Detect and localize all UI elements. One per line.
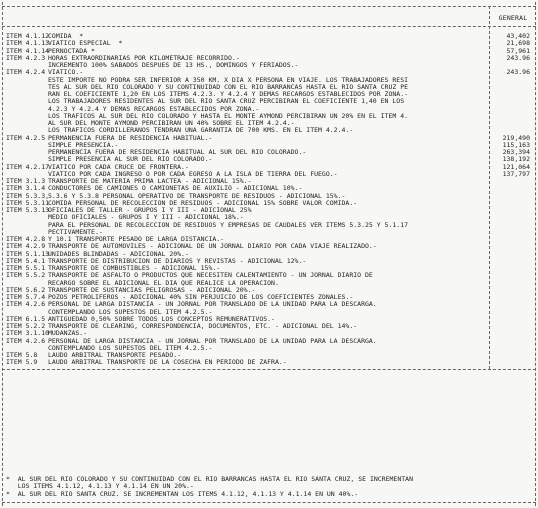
item-code: ITEM 4.2.8 bbox=[6, 235, 46, 243]
item-description: OFICIALES DE TALLER - GRUPOS I Y III - ADICIONAL 25% bbox=[48, 206, 252, 214]
general-value: 137,797 bbox=[502, 169, 530, 178]
item-description: LOS TRABAJADORES RESIDENTES AL SUR DEL RIO SANTA CRUZ PERCIBIRAN EL COEFICIENTE 1,40 EN LOS bbox=[48, 97, 405, 106]
item-description: RAN EL COEFICIENTE 1,20 EN LOS ITEMS 4.2.3. Y 4.2.4 Y DEMAS RECARGOS ESTABLECIDOS POR ZONA.- bbox=[48, 90, 409, 98]
item-description: PERSONAL DE LARGA DISTANCIA - UN JORNAL POR TRANSLADO DE LA UNIDAD PARA LA DESCARGA. bbox=[48, 300, 377, 309]
general-value: 121,064 bbox=[502, 162, 530, 171]
item-description: PERMANENCIA FUERA DE RESIDENCIA HABITUAL AL SUR DEL RIO COLORADO.- bbox=[48, 148, 307, 156]
general-value: 243.96 bbox=[506, 68, 530, 77]
item-description: TRANSPORTE DE AUTOMOVILES - ADICIONAL DE UN JORNAL DIARIO POR CADA VIAJE REALIZADO.- bbox=[48, 242, 377, 251]
item-description: CONDUCTORES DE CAMIONES O CAMIONETAS DE AUXILIO - ADICIONAL 10%.- bbox=[48, 184, 303, 193]
item-description: ANTIGUEDAD 0,50% SOBRE TODOS LOS CONCEPTOS REMUNERATIVOS.- bbox=[48, 314, 275, 323]
item-description: COMIDA * bbox=[48, 32, 84, 40]
items-table bbox=[6, 33, 536, 367]
footnotes bbox=[6, 476, 531, 498]
item-description: POZOS PETROLIFEROS - ADICIONAL 40% SIN PERJUICIO DE LOS COEFICIENTES ZONALES.- bbox=[48, 293, 354, 301]
item-code: ITEM 5.5.2 bbox=[6, 271, 46, 280]
item-code: ITEM 4.1.14 bbox=[6, 46, 50, 55]
item-description: Y 10.1 TRANSPORTE PESADO DE LARGA DISTANCIA.- bbox=[48, 235, 225, 243]
footnote-text: * AL SUR DEL RIO SANTA CRUZ. SE INCREMENTAN LOS ITEMS 4.1.12, 4.1.13 Y 4.1.14 EN UN 40%.- bbox=[6, 489, 359, 498]
item-code: ITEM 5.4.1 bbox=[6, 256, 46, 265]
item-description: LAUDO ARBITRAL TRANSPORTE DE LA COSECHA EN PERIODO DE ZAFRA.- bbox=[48, 358, 287, 367]
item-description: UNIDADES BLINDADAS - ADICIONAL 20%.- bbox=[48, 249, 189, 258]
item-description: TRANSPORTE DE COMBUSTIBLES - ADICIONAL 15%.- bbox=[48, 264, 221, 272]
item-code: ITEM 4.2.3 bbox=[6, 53, 46, 62]
item-description: PERMANENCIA FUERA DE RESIDENCIA HABITUAL.- bbox=[48, 133, 213, 142]
item-description: TRANSPORTE DE SUSTANCIAS PELIGROSAS - ADICIONAL 20%.- bbox=[48, 285, 256, 294]
item-code: ITEM 3.1.4 bbox=[6, 184, 46, 193]
general-value: 243.96 bbox=[506, 53, 530, 62]
item-description: TRANSPORTE DE ASFALTO O PRODUCTOS QUE NECESITEN CALENTAMIENTO - UN JORNAL DIARIO DE bbox=[48, 271, 373, 280]
item-code: ITEM 5.8 bbox=[6, 351, 38, 359]
bottom-border bbox=[2, 502, 536, 503]
item-code: ITEM 5.3.11 bbox=[6, 198, 50, 207]
column-header-general: GENERAL bbox=[498, 14, 528, 22]
item-description: RECARGO SOBRE EL ADICIONAL EL DIA QUE REALICE LA OPERACION. bbox=[48, 278, 279, 287]
item-description: 4.2.3 Y 4.2.4 Y DEMAS RECARGOS ESTABLECIDOS POR ZONA.- bbox=[48, 104, 260, 113]
item-code: ITEM 5.7.4 bbox=[6, 293, 46, 301]
table-row bbox=[6, 62, 536, 69]
item-description: TES AL SUR DEL RIO COLORADO Y SU CONTINUIDAD CON EL RIO BARRANCAS HASTA EL RIO SANTA CRUZ PE bbox=[48, 82, 409, 91]
item-description: AL SUR DEL MONTE AYMOND PERCIBIRAN UN 40% SOBRE EL ITEM 4.2.4.- bbox=[48, 119, 295, 127]
item-description: TRANSPORTE DE DISTRIBUCION DE DIARIOS Y REVISTAS - ADICIONAL 12%.- bbox=[48, 256, 307, 265]
item-description: MUDANZAS.- bbox=[48, 329, 88, 338]
general-value: 219,490 bbox=[502, 133, 530, 142]
general-value: 57,961 bbox=[506, 46, 530, 55]
item-description: CONTEMPLANDO LOS SUPESTOS DEL ITEM 4.2.5.- bbox=[48, 343, 213, 352]
item-code: ITEM 3.1.3 bbox=[6, 177, 46, 185]
item-description: PARA EL PERSONAL DE RECOLECCION DE RESIDUOS Y EMPRESAS DE CAUDALES VER ITEMS 5.3.25 Y 5.1.17 bbox=[48, 220, 409, 229]
item-code: ITEM 5.6.2 bbox=[6, 285, 46, 294]
general-value: 138,192 bbox=[502, 155, 530, 164]
item-description: TRANSPORTE DE MATERIA PRIMA LACTEA - ADICIONAL 15%.- bbox=[48, 177, 252, 185]
item-description: PERSONAL DE LARGA DISTANCIA - UN JORNAL POR TRANSLADO DE LA UNIDAD PARA LA DESCARGA. bbox=[48, 336, 377, 345]
left-border bbox=[2, 2, 3, 506]
item-description: VIATICO.- bbox=[48, 68, 84, 77]
general-value: 115,163 bbox=[502, 140, 530, 149]
item-code: ITEM 4.2.5 bbox=[6, 133, 46, 142]
item-code: ITEM 6.1.5 bbox=[6, 314, 46, 323]
footnote-text: LOS ITEMS 4.1.12, 4.1.13 Y 4.1.14 EN UN 20%.- bbox=[6, 482, 194, 491]
item-code: ITEM 5.2.2 bbox=[6, 322, 46, 330]
item-code: ITEM 4.2.9 bbox=[6, 242, 46, 251]
item-code: ITEM 4.2.6 bbox=[6, 336, 46, 345]
item-description: TRANSPORTE DE CLEARING, CORRESPONDENCIA, DOCUMENTOS, ETC. - ADICIONAL DEL 14%.- bbox=[48, 322, 358, 330]
footnote-text: * AL SUR DEL RIO COLORADO Y SU CONTINUIDAD CON EL RIO BARRANCAS HASTA EL RIO SANTA CRUZ, SE INCREMENTAN bbox=[6, 475, 413, 483]
general-value: 43,402 bbox=[506, 32, 530, 40]
item-description: INCREMENTO 100% SABADOS DESPUES DE 13 HS., DOMINGOS Y FERIADOS.- bbox=[48, 61, 299, 69]
general-value: 21,698 bbox=[506, 39, 530, 48]
item-description: SIMPLE PRESENCIA.- bbox=[48, 140, 119, 149]
item-description: LOS TRAFICOS AL SUR DEL RIO COLORADO Y HASTA EL MONTE AYMOND PERCIBIRAN UN 20% EN EL ITEM 4. bbox=[48, 111, 409, 120]
general-value: 263,394 bbox=[502, 148, 530, 156]
item-description: SIMPLE PRESENCIA AL SUR DEL RIO COLORADO.- bbox=[48, 155, 213, 164]
item-description: VIATICO ESPECIAL * bbox=[48, 39, 123, 48]
table-row bbox=[6, 359, 536, 366]
item-code: ITEM 5.3.13 bbox=[6, 206, 50, 214]
item-code: ITEM 5.3.3, bbox=[6, 191, 50, 200]
top-border bbox=[2, 6, 536, 7]
footnote-line bbox=[6, 491, 531, 498]
item-description: VIATICO POR CADA CRUCE DE FRONTERA.- bbox=[48, 162, 189, 171]
item-code: ITEM 4.2.4 bbox=[6, 68, 46, 77]
item-code: ITEM 4.1.12 bbox=[6, 32, 50, 40]
item-description: VIATICO POR CADA INGRESO O POR CADA EGRESO A LA ISLA DE TIERRA DEL FUEGO.- bbox=[48, 169, 338, 178]
item-description: LAUDO ARBITRAL TRANSPORTE PESADO.- bbox=[48, 351, 182, 359]
item-code: ITEM 5.9 bbox=[6, 358, 38, 367]
item-code: ITEM 5.1.13 bbox=[6, 249, 50, 258]
item-description: PERNOCTADA * bbox=[48, 46, 95, 55]
item-description: ESTE IMPORTE NO PODRA SER INFERIOR A 350 KM. X DIA X PERSONA EN VIAJE. LOS TRABAJADORES RESI bbox=[48, 75, 409, 84]
section-divider bbox=[2, 369, 536, 370]
item-description: 5.3.6 Y 5.3.8 PERSONAL OPERATIVO DE TRANSPORTE DE RESIDUOS - ADICIONAL 15%.- bbox=[48, 191, 346, 200]
item-code: ITEM 4.1.13 bbox=[6, 39, 50, 48]
item-code: ITEM 4.2.6 bbox=[6, 300, 46, 309]
item-description: HORAS EXTRAORDINARIAS POR KILOMETRAJE RECORRIDO.- bbox=[48, 53, 240, 62]
item-code: ITEM 4.2.17 bbox=[6, 162, 50, 171]
header-divider bbox=[2, 26, 536, 27]
item-description: PECTIVAMENTE.- bbox=[48, 227, 103, 236]
item-description: CONTEMPLANDO LOS SUPESTOS DEL ITEM 4.2.5.- bbox=[48, 307, 213, 316]
item-code: ITEM 3.1.10 bbox=[6, 329, 50, 338]
item-description: COMIDA PERSONAL DE RECOLECCION DE RESIDUOS - ADICIONAL 15% SOBRE VALOR COMIDA.- bbox=[48, 198, 358, 207]
item-description: MEDIO OFICIALES - GRUPOS I Y III - ADICIONAL 18%.- bbox=[48, 213, 244, 222]
item-description: LOS TRAFICOS CORDILLERANOS TENDRAN UNA GARANTIA DE 700 KMS. EN EL ITEM 4.2.4.- bbox=[48, 126, 354, 135]
item-code: ITEM 5.5.1 bbox=[6, 264, 46, 272]
